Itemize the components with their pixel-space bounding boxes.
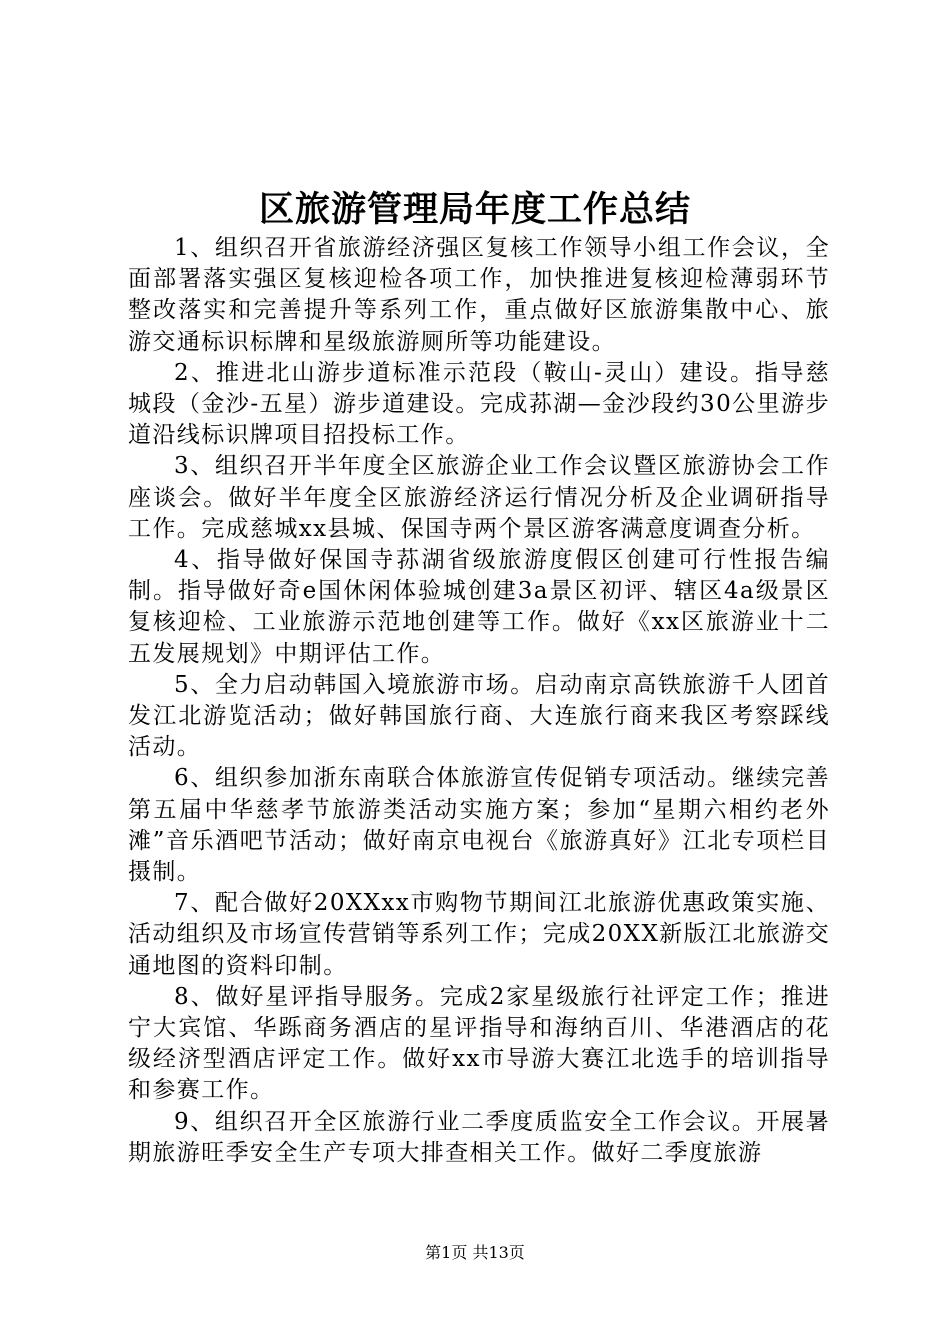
paragraph-9: 9、组织召开全区旅游行业二季度质监安全工作会议。开展暑期旅游旺季安全生产专项大排查相关工作。做好二季度旅游 [128, 1108, 830, 1166]
paragraph-3: 3、组织召开半年度全区旅游企业工作会议暨区旅游协会工作座谈会。做好半年度全区旅游经济运行情况分析及企业调研指导工作。完成慈城xx县城、保国寺两个景区游客满意度调查分析。 [128, 453, 830, 542]
paragraph-4: 4、指导做好保国寺荪湖省级旅游度假区创建可行性报告编制。指导做好奇e国休闲体验城创建3a景区初评、辖区4a级景区复核迎检、工业旅游示范地创建等工作。做好《xx区旅游业十二五发展规划》中期评估工作。 [128, 547, 830, 667]
paragraph-6: 6、组织参加浙东南联合体旅游宣传促销专项活动。继续完善第五届中华慈孝节旅游类活动实施方案；参加“星期六相约老外滩”音乐酒吧节活动；做好南京电视台《旅游真好》江北专项栏目摄制。 [128, 765, 830, 886]
document-body [128, 233, 830, 1169]
paragraph-1: 1、组织召开省旅游经济强区复核工作领导小组工作会议，全面部署落实强区复核迎检各项工作，加快推进复核迎检薄弱环节整改落实和完善提升等系列工作，重点做好区旅游集散中心、旅游交通标识标牌和星级旅游厕所等功能建设。 [128, 235, 830, 355]
paragraph-7: 7、配合做好20XXxx市购物节期间江北旅游优惠政策实施、活动组织及市场宣传营销等系列工作；完成20XX新版江北旅游交通地图的资料印制。 [128, 890, 831, 979]
document-title: 区旅游管理局年度工作总结 [258, 189, 691, 230]
paragraph-8: 8、做好星评指导服务。完成2家星级旅行社评定工作；推进宁大宾馆、华跞商务酒店的星评指导和海纳百川、华港酒店的花级经济型酒店评定工作。做好xx市导游大赛江北选手的培训指导和参赛工作。 [128, 983, 830, 1104]
paragraph-2: 2、推进北山游步道标准示范段（鞍山-灵山）建设。指导慈城段（金沙-五星）游步道建设。完成荪湖—金沙段约30公里游步道沿线标识牌项目招投标工作。 [128, 359, 830, 449]
paragraph-5: 5、全力启动韩国入境旅游市场。启动南京高铁旅游千人团首发江北游览活动；做好韩国旅行商、大连旅行商来我区考察踩线活动。 [128, 671, 830, 761]
page-footer: 第1页 共13页 [425, 1243, 525, 1262]
